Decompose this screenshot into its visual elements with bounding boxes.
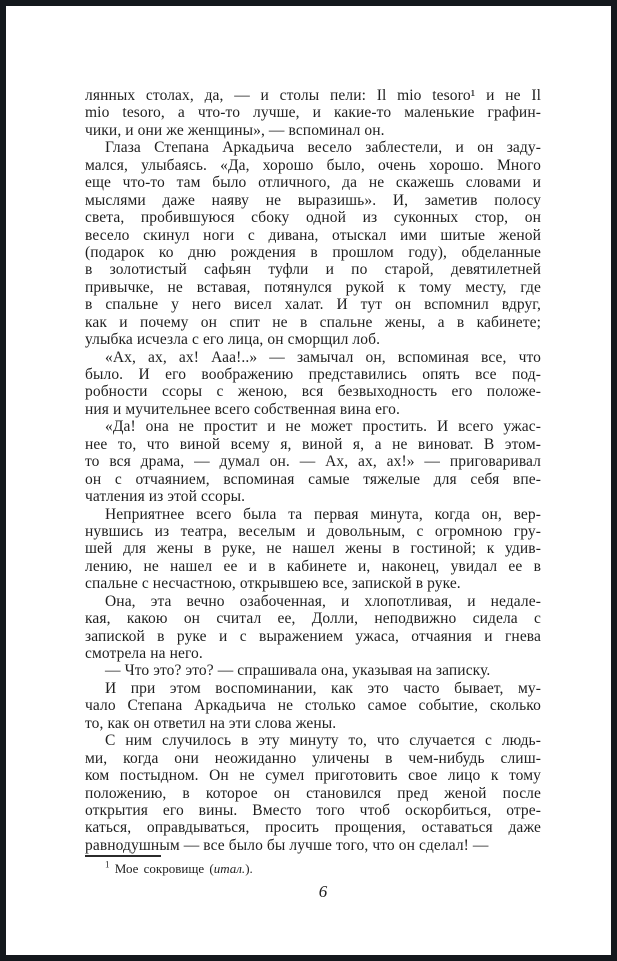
text-line: «Ах, ах, ах! Ааа!..» — замычал он, вспоминая все, что bbox=[105, 348, 541, 366]
footnote bbox=[85, 855, 541, 877]
text-column bbox=[85, 87, 541, 854]
text-line: ми, когда они неожиданно уличены в чем-нибудь слиш- bbox=[85, 749, 541, 767]
text-line: кая, какою он считал ее, Долли, неподвижно сидела с bbox=[85, 610, 541, 628]
text-line: мался, улыбаясь. «Да, хорошо было, очень хорошо. Много bbox=[85, 156, 541, 174]
footnote-text-after: ). bbox=[245, 861, 253, 876]
text-line: чики, и они же женщины», — вспоминал он. bbox=[85, 121, 385, 139]
text-line: И при этом воспоминании, как это часто бывает, му- bbox=[105, 679, 541, 697]
text-line: положению, в которое он становился пред женой после bbox=[85, 784, 541, 802]
text-line: чатления из этой ссоры. bbox=[85, 488, 246, 506]
text-line: шей для жены в руке, не нашел жены в гостиной; к удив- bbox=[85, 540, 541, 558]
text-line: открытия его вины. Вместо того чтоб оскорбиться, отре- bbox=[85, 801, 541, 819]
text-line: запиской в руке и с выражением ужаса, отчаяния и гнева bbox=[85, 627, 541, 645]
text-line: мыслями даже наяву не выразишь». И, заметив полосу bbox=[85, 191, 541, 209]
footnote-rule bbox=[85, 855, 161, 857]
text-line: смотрела на него. bbox=[85, 645, 203, 662]
text-line: еще что-то там было отличного, да не скажешь словами и bbox=[85, 174, 541, 192]
text-line: он с отчаянием, вспоминая самые тяжелые для себя впе- bbox=[85, 470, 541, 488]
text-line: в золотистый сафьян туфли и по старой, девятилетней bbox=[85, 261, 541, 279]
footnote-text bbox=[85, 861, 541, 877]
text-line: чало Степана Аркадьича не столько самое событие, сколько bbox=[85, 697, 541, 715]
text-line: спальне с несчастною, открывшею все, запиской в руке. bbox=[85, 575, 461, 593]
text-line: Неприятнее всего была та первая минута, когда он, вер- bbox=[105, 505, 541, 523]
text-line: лянных столах, да, — и столы пели: Il mio tesoro¹ и не Il bbox=[85, 87, 541, 104]
text-line: как и почему он спит не в спальне жены, а в кабинете; bbox=[85, 313, 541, 331]
text-line: весело скинул ноги с дивана, отыскал ими шитые женой bbox=[85, 226, 541, 244]
page-number: 6 bbox=[318, 882, 328, 901]
text-line: нее то, что виной всему я, виной я, а не виноват. В этом- bbox=[85, 435, 541, 453]
text-line: то, как он ответил на эти слова жены. bbox=[85, 714, 337, 732]
text-line: привычке, не вставая, потянулся рукой к тому месту, где bbox=[85, 278, 541, 296]
text-line: в спальне у него висел халат. И тут он вспомнил вдруг, bbox=[85, 296, 541, 314]
text-line: Глаза Степана Аркадьича весело заблестели, и он заду- bbox=[105, 139, 541, 157]
text-line: равнодушным — все было бы лучше того, что он сделал! — bbox=[85, 836, 489, 854]
text-line: «Да! она не простит и не может простить. И всего ужас- bbox=[105, 418, 541, 436]
text-line: лению, не нашел ее и в кабинете и, наконец, увидал ее в bbox=[85, 557, 541, 575]
footnote-italic: итал. bbox=[213, 861, 246, 876]
text-line: ком постыдном. Он не сумел приготовить свое лицо к тому bbox=[85, 767, 541, 785]
footnote-marker: 1 bbox=[105, 859, 110, 870]
text-line: было. И его воображению представились опять все под- bbox=[85, 366, 541, 383]
text-line: робности ссоры с женою, вся безвыходность его положе- bbox=[85, 383, 541, 401]
text-line: С ним случилось в эту минуту то, что случается с людь- bbox=[105, 732, 541, 750]
text-line: то вся драма, — думал он. — Ах, ах, ах!» — приговаривал bbox=[85, 453, 541, 471]
text-line: Она, эта вечно озабоченная, и хлопотливая, и недале- bbox=[105, 592, 541, 610]
text-line: улыбка исчезла с его лица, он сморщил лоб. bbox=[85, 331, 381, 349]
text-line: (подарок ко дню рождения в прошлом году), обделанные bbox=[85, 243, 541, 261]
text-line: mio tesoro, а что-то лучше, и какие-то маленькие графин- bbox=[85, 104, 541, 122]
text-line: света, пробившуюся сбоку одной из суконных стор, он bbox=[85, 209, 541, 227]
text-line: — Что это? это? — спрашивала она, указывая на записку. bbox=[105, 662, 491, 680]
text-line: ния и мучительнее всего собственная вина его. bbox=[85, 400, 400, 418]
footnote-text-before: Мое сокровище ( bbox=[114, 861, 214, 876]
text-line: нувшись из театра, веселым и довольным, с огромною гру- bbox=[85, 522, 541, 540]
text-line: каться, оправдываться, просить прощения, оставаться даже bbox=[85, 819, 541, 837]
